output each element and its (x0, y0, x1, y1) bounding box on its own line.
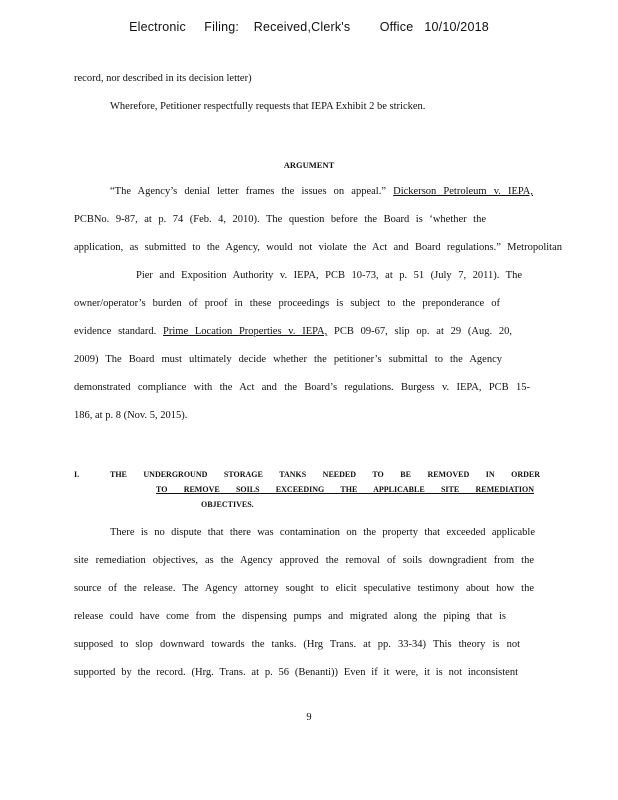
argument-line: evidence standard. Prime Location Properties v. IEPA, PCB 09-67, slip op. at 29 (Aug. 20, (74, 326, 512, 337)
intro-line-1: record, nor described in its decision letter) (74, 73, 252, 84)
case-citation: Prime Location Properties v. IEPA, (163, 326, 328, 337)
argument-line: 2009) The Board must ultimately decide whether the petitioner’s submittal to the Agency (74, 354, 502, 365)
intro-line-2: Wherefore, Petitioner respectfully requests that IEPA Exhibit 2 be stricken. (110, 101, 426, 112)
body-line: release could have come from the dispensing pumps and migrated along the piping that is (74, 611, 506, 622)
case-citation: Dickerson Petroleum v. IEPA, (393, 186, 534, 197)
argument-line: owner/operator’s burden of proof in these proceedings is subject to the preponderance of (74, 298, 500, 309)
argument-line: PCBNo. 9-87, at p. 74 (Feb. 4, 2010). The question before the Board is ‘whether the (74, 214, 486, 225)
argument-line: application, as submitted to the Agency, would not violate the Act and Board regulations.” Metropolitan (74, 242, 562, 253)
page-number: 9 (306, 712, 312, 723)
section-heading-line-2: TO REMOVE SOILS EXCEEDING THE APPLICABLE SITE REMEDIATION (156, 485, 534, 494)
argument-line: demonstrated compliance with the Act and the Board’s regulations. Burgess v. IEPA, PCB 15- (74, 382, 530, 393)
body-line: supposed to slop downward towards the tanks. (Hrg Trans. at pp. 33-34) This theory is not (74, 639, 520, 650)
section-number: I. (74, 470, 80, 479)
argument-line: “The Agency’s denial letter frames the issues on appeal.” Dickerson Petroleum v. IEPA, (110, 186, 534, 197)
section-heading-line-3: OBJECTIVES. (201, 500, 254, 509)
body-line: source of the release. The Agency attorney sought to elicit speculative testimony about how the (74, 583, 534, 594)
electronic-filing-stamp: Electronic Filing: Received,Clerk's Office 10/10/2018 (129, 20, 489, 34)
body-line: supported by the record. (Hrg. Trans. at p. 56 (Benanti)) Even if it were, it is not inconsistent (74, 667, 518, 678)
section-heading-line-1: THE UNDERGROUND STORAGE TANKS NEEDED TO BE REMOVED IN ORDER (110, 470, 540, 479)
argument-heading: ARGUMENT (283, 160, 335, 170)
body-line: There is no dispute that there was contamination on the property that exceeded applicable (110, 527, 535, 538)
argument-line: Pier and Exposition Authority v. IEPA, PCB 10-73, at p. 51 (July 7, 2011). The (136, 270, 522, 281)
argument-line: 186, at p. 8 (Nov. 5, 2015). (74, 410, 188, 421)
body-line: site remediation objectives, as the Agency approved the removal of soils downgradient from the (74, 555, 534, 566)
